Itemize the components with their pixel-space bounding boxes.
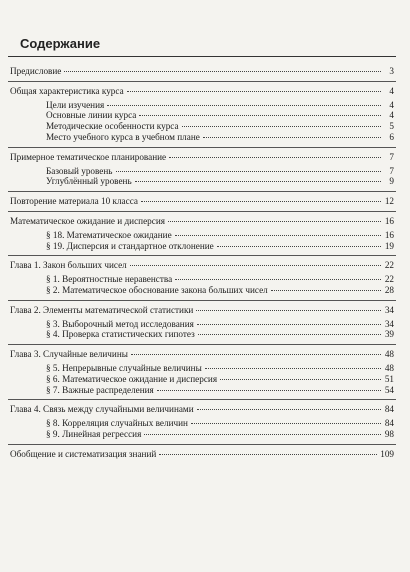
toc-page-number: 34 (384, 318, 394, 329)
toc-entry-title: § 18. Математическое ожидание (46, 229, 172, 240)
toc-entry-title: Общая характеристика курса (10, 85, 124, 96)
dot-leader (144, 434, 381, 435)
toc-entry (8, 305, 396, 316)
toc-page-number: 16 (384, 229, 394, 240)
toc-subentry (8, 363, 396, 374)
toc-page-number: 48 (384, 362, 394, 373)
dot-leader (191, 423, 381, 424)
dot-leader (203, 137, 381, 138)
toc-entry-title: Примерное тематическое планирование (10, 151, 167, 162)
toc-page-number: 4 (389, 99, 394, 110)
dot-leader (175, 279, 381, 280)
toc-page-number: 54 (384, 384, 394, 395)
toc-section (8, 86, 396, 148)
dot-leader (127, 91, 381, 92)
toc-entry-title: Математическое ожидание и дисперсия (10, 215, 165, 226)
toc-page-number: 3 (389, 66, 394, 76)
toc-entry-title: Цели изучения (46, 99, 105, 110)
toc-subentry (8, 385, 396, 396)
toc-subentry (8, 274, 396, 285)
dot-leader (198, 334, 381, 335)
dot-leader (196, 310, 381, 311)
toc-page-number: 9 (389, 176, 394, 187)
toc-subentry (8, 241, 396, 252)
toc-entry-title: § 3. Выборочный метод исследования (46, 318, 194, 329)
dot-leader (197, 324, 381, 325)
toc-subentry (8, 230, 396, 241)
toc-page-number: 6 (389, 131, 394, 142)
page-heading: Содержание (20, 36, 101, 51)
toc-subentry (8, 374, 396, 385)
dot-leader (141, 201, 381, 202)
toc-entry-title: Глава 2. Элементы математической статистики (10, 304, 194, 315)
toc-section (8, 216, 396, 256)
toc-section (8, 196, 396, 212)
toc-page-number: 22 (384, 274, 394, 285)
dot-leader (131, 354, 381, 355)
toc-entry-title: Обобщение и систематизация знаний (10, 448, 157, 459)
dot-leader (159, 454, 377, 455)
toc-page-number: 28 (384, 284, 394, 295)
dot-leader (175, 235, 381, 236)
toc-page-number: 48 (384, 349, 394, 360)
toc-entry (8, 152, 396, 163)
toc-subentry (8, 285, 396, 296)
table-of-contents (8, 62, 396, 468)
toc-page-number: 22 (384, 260, 394, 271)
toc-section (8, 404, 396, 444)
toc-entry (8, 260, 396, 271)
toc-subentry (8, 121, 396, 132)
toc-subentry (8, 166, 396, 177)
toc-subentry (8, 110, 396, 121)
toc-entry-title: Место учебного курса в учебном плане (46, 131, 200, 142)
toc-entry-title: Глава 1. Закон больших чисел (10, 260, 127, 271)
toc-page-number: 98 (384, 428, 394, 439)
dot-leader (220, 379, 381, 380)
toc-page-number: 5 (389, 121, 394, 132)
dot-leader (182, 126, 381, 127)
toc-entry-title: § 19. Дисперсия и стандартное отклонение (46, 240, 214, 251)
dot-leader (197, 409, 381, 410)
toc-entry-title: § 7. Важные распределения (46, 384, 154, 395)
toc-section (8, 152, 396, 192)
toc-entry-title: Основные линии курса (46, 110, 137, 121)
toc-entry-title: § 5. Непрерывные случайные величины (46, 362, 202, 373)
toc-entry-title: § 6. Математическое ожидание и дисперсия (46, 373, 218, 384)
toc-subentry (8, 329, 396, 340)
toc-section (8, 349, 396, 400)
dot-leader (130, 265, 381, 266)
toc-entry-title: Повторение материала 10 класса (10, 196, 138, 207)
dot-leader (157, 390, 381, 391)
toc-section (8, 66, 396, 82)
toc-entry-title: § 9. Линейная регрессия (46, 428, 142, 439)
toc-subentry (8, 176, 396, 187)
toc-entry (8, 86, 396, 97)
toc-entry-title: § 1. Вероятностные неравенства (46, 274, 173, 285)
dot-leader (135, 181, 381, 182)
toc-entry-title: Глава 3. Случайные величины (10, 349, 128, 360)
toc-subentry (8, 429, 396, 440)
toc-page-number: 12 (384, 196, 394, 207)
toc-section (8, 305, 396, 345)
toc-entry-title: Методические особенности курса (46, 121, 179, 132)
dot-leader (107, 105, 381, 106)
toc-entry-title: § 2. Математическое обоснование закона больших чисел (46, 284, 268, 295)
toc-entry (8, 196, 396, 207)
toc-page-number: 7 (389, 165, 394, 176)
toc-section (8, 260, 396, 300)
toc-entry (8, 216, 396, 227)
toc-page-number: 84 (384, 418, 394, 429)
toc-subentry (8, 100, 396, 111)
toc-page-number: 16 (384, 215, 394, 226)
toc-page-number: 84 (384, 404, 394, 415)
toc-entry (8, 404, 396, 415)
toc-page-number: 34 (384, 304, 394, 315)
toc-entry (8, 349, 396, 360)
dot-leader (116, 171, 382, 172)
toc-entry (8, 449, 396, 460)
heading-rule (8, 56, 396, 57)
dot-leader (139, 115, 381, 116)
toc-page-number: 51 (384, 373, 394, 384)
dot-leader (168, 221, 381, 222)
toc-entry (8, 66, 396, 77)
toc-subentry (8, 319, 396, 330)
toc-entry-title: Базовый уровень (46, 165, 113, 176)
dot-leader (217, 246, 381, 247)
dot-leader (64, 71, 381, 72)
toc-page-number: 7 (389, 151, 394, 162)
toc-page-number: 19 (384, 240, 394, 251)
dot-leader (205, 368, 381, 369)
toc-entry-title: Углублённый уровень (46, 176, 132, 187)
toc-entry-title: Предисловие (10, 66, 62, 76)
toc-subentry (8, 132, 396, 143)
toc-subentry (8, 418, 396, 429)
toc-section (8, 449, 396, 464)
dot-leader (271, 290, 381, 291)
toc-page-number: 4 (389, 85, 394, 96)
toc-page-number: 109 (380, 448, 394, 459)
toc-page-number: 39 (384, 329, 394, 340)
toc-entry-title: § 8. Корреляция случайных величин (46, 418, 188, 429)
toc-entry-title: § 4. Проверка статистических гипотез (46, 329, 195, 340)
toc-entry-title: Глава 4. Связь между случайными величинами (10, 404, 194, 415)
dot-leader (169, 157, 381, 158)
toc-page-number: 4 (389, 110, 394, 121)
